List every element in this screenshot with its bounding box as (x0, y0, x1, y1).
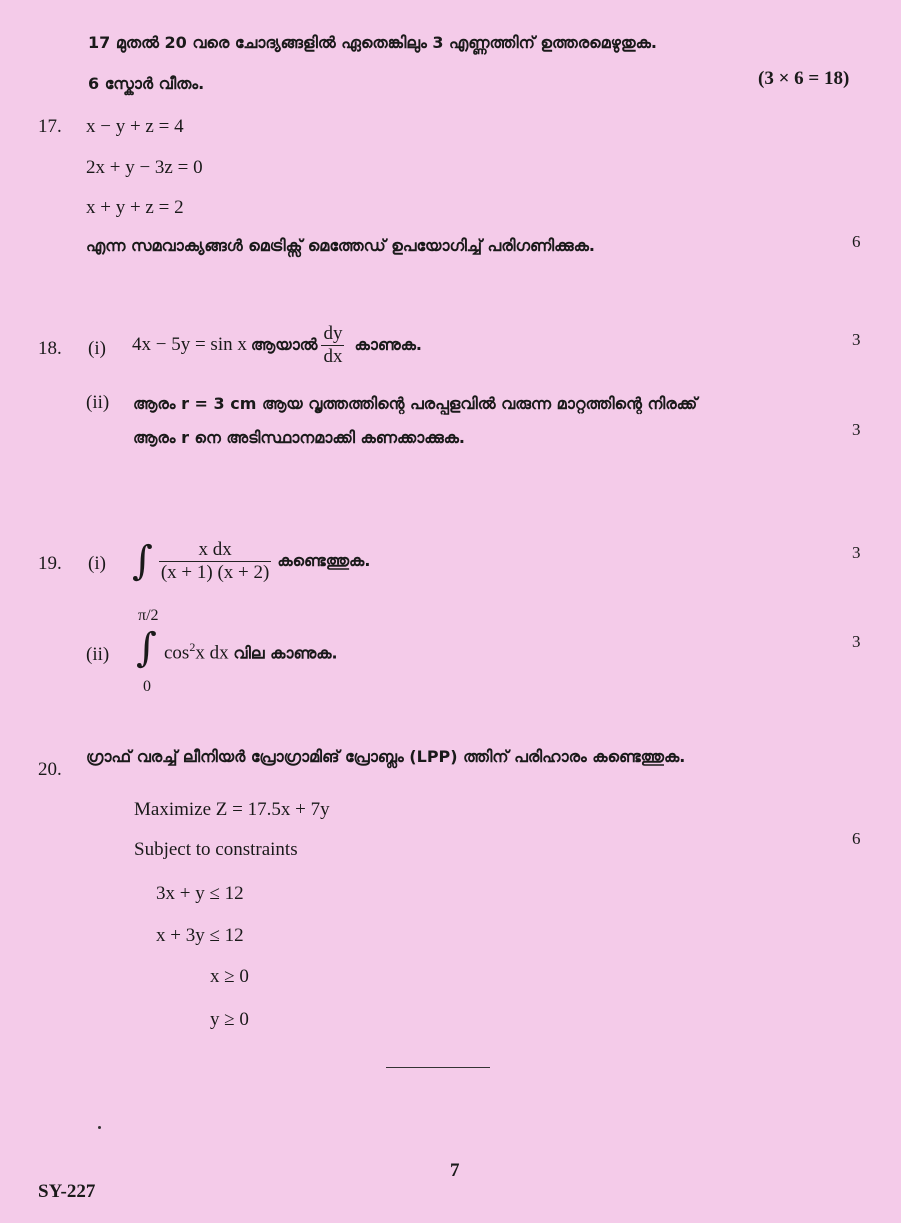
fraction-numerator: dy (323, 322, 343, 344)
question-17-marks: 6 (852, 232, 861, 251)
total-marks: (3 × 6 = 18) (758, 68, 850, 89)
integral-sign: ∫ (132, 538, 153, 584)
instruction-line-2: 6 സ്കോർ വീതം. (88, 74, 205, 93)
constraint-1: 3x + y ≤ 12 (156, 883, 244, 904)
question-18-ii-line-2: ആരം r നെ അടിസ്ഥാനമാക്കി കണക്കാക്കുക. (133, 428, 466, 447)
objective-function: Maximize Z = 17.5x + 7y (134, 799, 330, 820)
integral-lower-limit: 0 (143, 678, 151, 695)
question-number-20: 20. (38, 759, 62, 780)
integrand-denominator: (x + 1) (x + 2) (160, 561, 270, 583)
equation-3: x + y + z = 2 (86, 197, 184, 218)
question-18-i-expression (132, 320, 422, 370)
question-number-19: 19. (38, 553, 62, 574)
question-18-i-marks: 3 (852, 330, 861, 349)
question-19-ii-expression (164, 640, 338, 664)
phrase-if: ആയാൽ (250, 335, 318, 354)
part-label-18-i: (i) (88, 338, 106, 359)
phrase-find: കണ്ടെത്തുക. (277, 551, 371, 570)
integral-upper-limit: π/2 (138, 607, 159, 624)
question-20-text: ഗ്രാഫ് വരച്ച് ലീനിയർ പ്രോഗ്രാമിങ് പ്രോബ്ലം (LPP) ത്തിന് പരിഹാരം കണ്ടെത്തുക. (86, 747, 686, 766)
phrase-find: കാണുക. (354, 335, 422, 354)
question-17-text: എന്ന സമവാക്യങ്ങൾ മെട്രിക്സ് മെത്തേഡ് ഉപയോഗിച്ച് പരിഗണിക്കുക. (86, 236, 595, 255)
question-18-ii-line-1: ആരം r = 3 cm ആയ വൃത്തത്തിന്റെ പരപ്പളവിൽ വരുന്ന മാറ്റത്തിന്റെ നിരക്ക് (133, 394, 698, 413)
instruction-line-1: 17 മുതൽ 20 വരെ ചോദ്യങ്ങളിൽ ഏതെങ്കിലും 3 എണ്ണത്തിന് ഉത്തരമെഴുതുക. (88, 33, 657, 52)
equation-1: x − y + z = 4 (86, 116, 184, 137)
question-19-i-expression (132, 536, 370, 586)
part-label-19-ii: (ii) (86, 644, 110, 665)
equation-2: 2x + y − 3z = 0 (86, 157, 203, 178)
constraint-2: x + 3y ≤ 12 (156, 925, 244, 946)
part-label-19-i: (i) (88, 553, 106, 574)
question-19-ii-marks: 3 (852, 632, 861, 651)
exponent: 2 (189, 640, 196, 654)
question-number-17: 17. (38, 116, 62, 137)
constraint-4: y ≥ 0 (210, 1009, 249, 1030)
cos-function: cos (164, 642, 190, 664)
question-20-marks: 6 (852, 829, 861, 848)
constraints-heading: Subject to constraints (134, 839, 298, 860)
question-19-i-marks: 3 (852, 543, 861, 562)
phrase-find-value: വില കാണുക. (233, 643, 338, 663)
integrand-fraction (159, 539, 272, 584)
part-label-18-ii: (ii) (86, 392, 110, 413)
fraction-denominator: dx (323, 345, 343, 367)
question-18-ii-marks: 3 (852, 420, 861, 439)
derivative-fraction (321, 323, 344, 368)
page-number: 7 (450, 1160, 460, 1181)
integrand-rest: x dx (195, 642, 229, 664)
integral-sign: ∫ (136, 625, 157, 671)
end-of-section-rule (386, 1067, 490, 1068)
paper-code: SY-227 (38, 1181, 96, 1202)
question-number-18: 18. (38, 338, 62, 359)
constraint-3: x ≥ 0 (210, 966, 249, 987)
stray-mark (98, 1126, 101, 1129)
integrand-numerator: x dx (159, 539, 272, 562)
equation-lhs: 4x − 5y = sin x (132, 334, 247, 355)
